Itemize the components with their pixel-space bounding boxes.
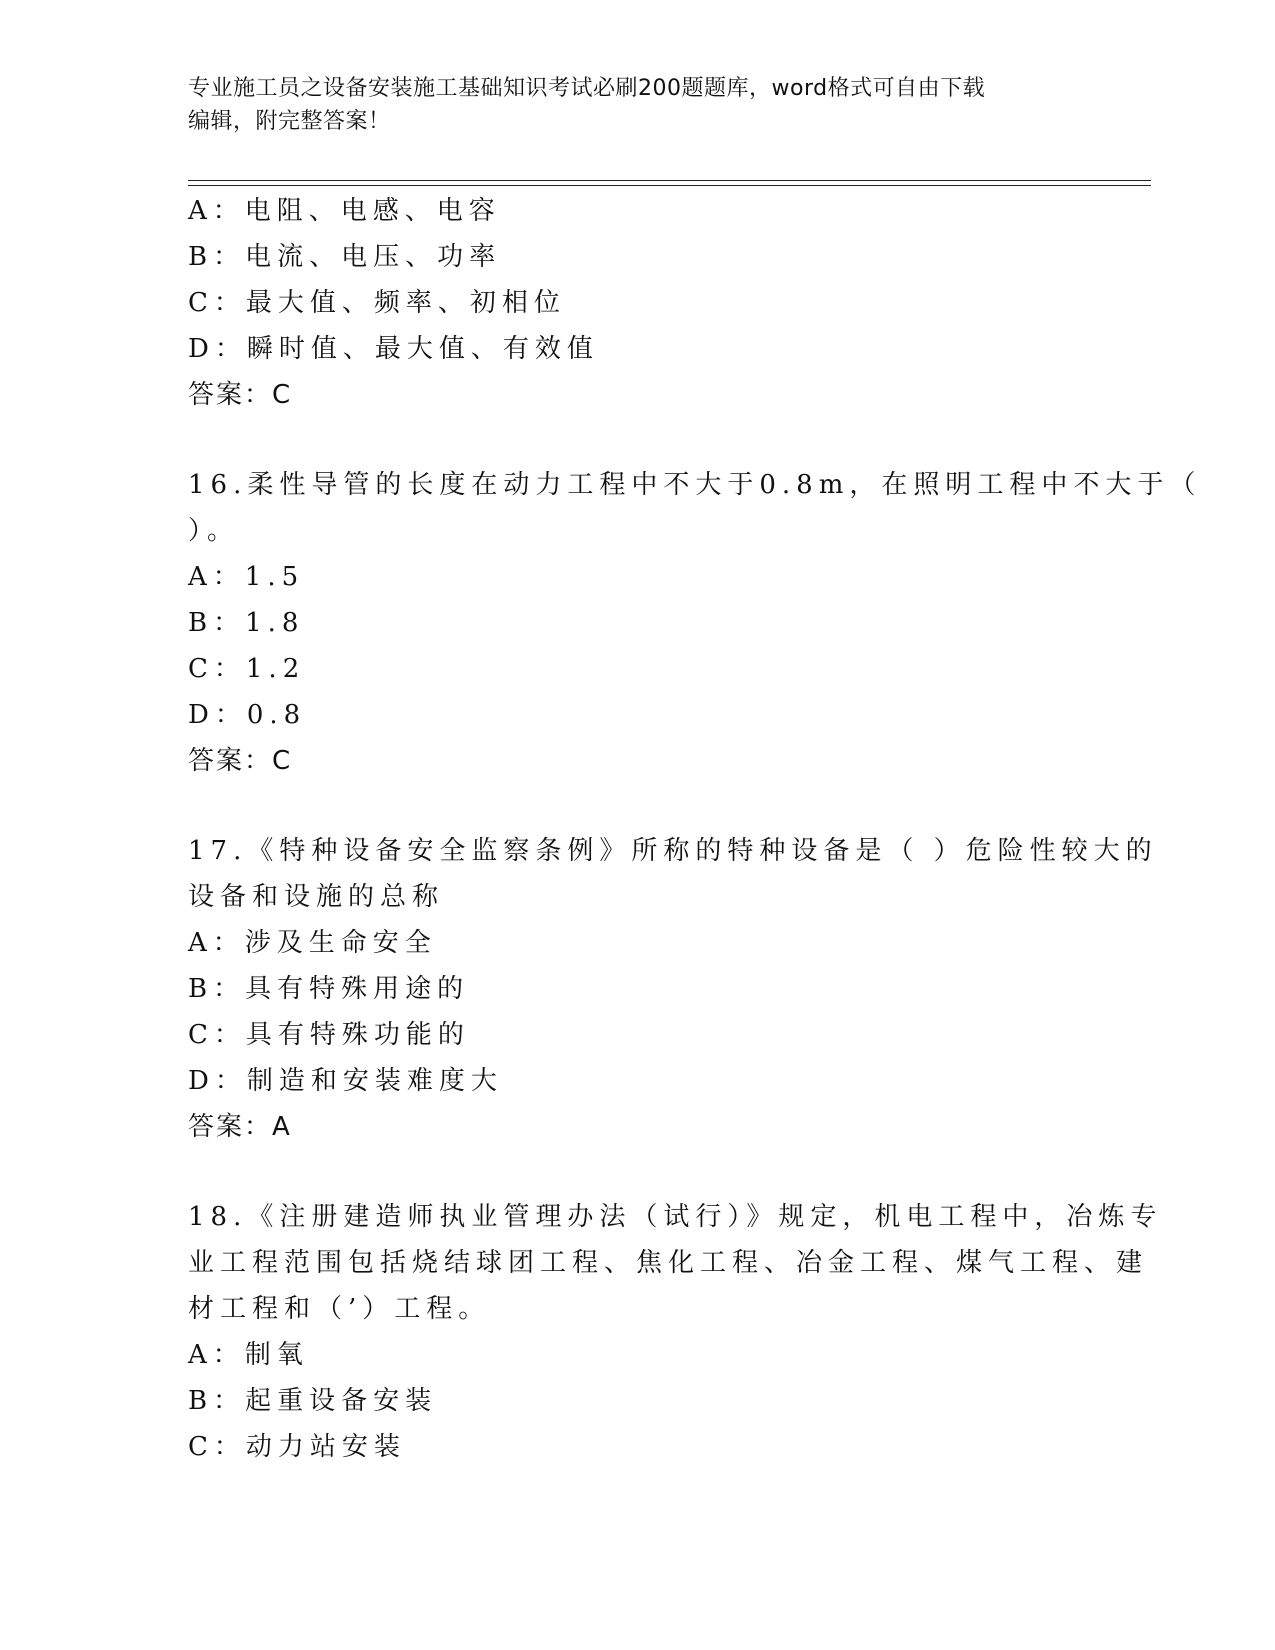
option-d: D：制造和安装难度大 [188,1066,503,1096]
question-stem-line-3: 材工程和（’）工程。 [188,1294,491,1324]
option-a: A：电阻、电感、电容 [188,196,501,226]
question-stem-line-2: 设备和设施的总称 [188,882,445,912]
option-c: C：动力站安装 [188,1432,406,1462]
option-b: B：电流、电压、功率 [188,242,502,272]
question-stem-line-1: 18.《注册建造师执业管理办法（试行）》规定，机电工程中，冶炼专 [188,1202,1163,1232]
question-stem-line-1: 16.柔性导管的长度在动力工程中不大于0.8m，在照明工程中不大于（ [188,470,1202,500]
answer: 答案：C [188,380,293,410]
question-stem-line-2: ）。 [188,516,240,546]
option-d: D：瞬时值、最大值、有效值 [188,334,599,364]
option-a: A：1.5 [188,562,305,592]
header-line-1: 专业施工员之设备安装施工基础知识考试必刷200题题库，word格式可自由下载 [188,76,986,101]
spacer [188,784,1088,828]
question-18 [188,1194,1163,1470]
header-line-2: 编辑，附完整答案！ [188,109,391,134]
question-list [188,188,1202,1470]
option-b: B：具有特殊用途的 [188,974,470,1004]
question-16 [188,462,1202,784]
answer: 答案：A [188,1112,292,1142]
question-17 [188,828,1158,1150]
option-b: B：1.8 [188,608,305,638]
option-d: D：0.8 [188,700,307,730]
option-b: B：起重设备安装 [188,1386,438,1416]
document-header [188,72,1088,138]
question-stem-line-2: 业工程范围包括烧结球团工程、焦化工程、冶金工程、煤气工程、建 [188,1248,1149,1278]
question-stem-line-1: 17.《特种设备安全监察条例》所称的特种设备是（ ）危险性较大的 [188,836,1158,866]
header-divider-top [188,180,1151,181]
option-c: C：具有特殊功能的 [188,1020,470,1050]
option-a: A：涉及生命安全 [188,928,437,958]
option-a: A：制氧 [188,1340,309,1370]
option-c: C：1.2 [188,654,306,684]
question-15 [188,188,1088,418]
spacer [188,418,1088,462]
answer: 答案：C [188,746,293,776]
header-divider-bottom [188,185,1151,186]
option-c: C：最大值、频率、初相位 [188,288,566,318]
spacer [188,1150,1088,1194]
